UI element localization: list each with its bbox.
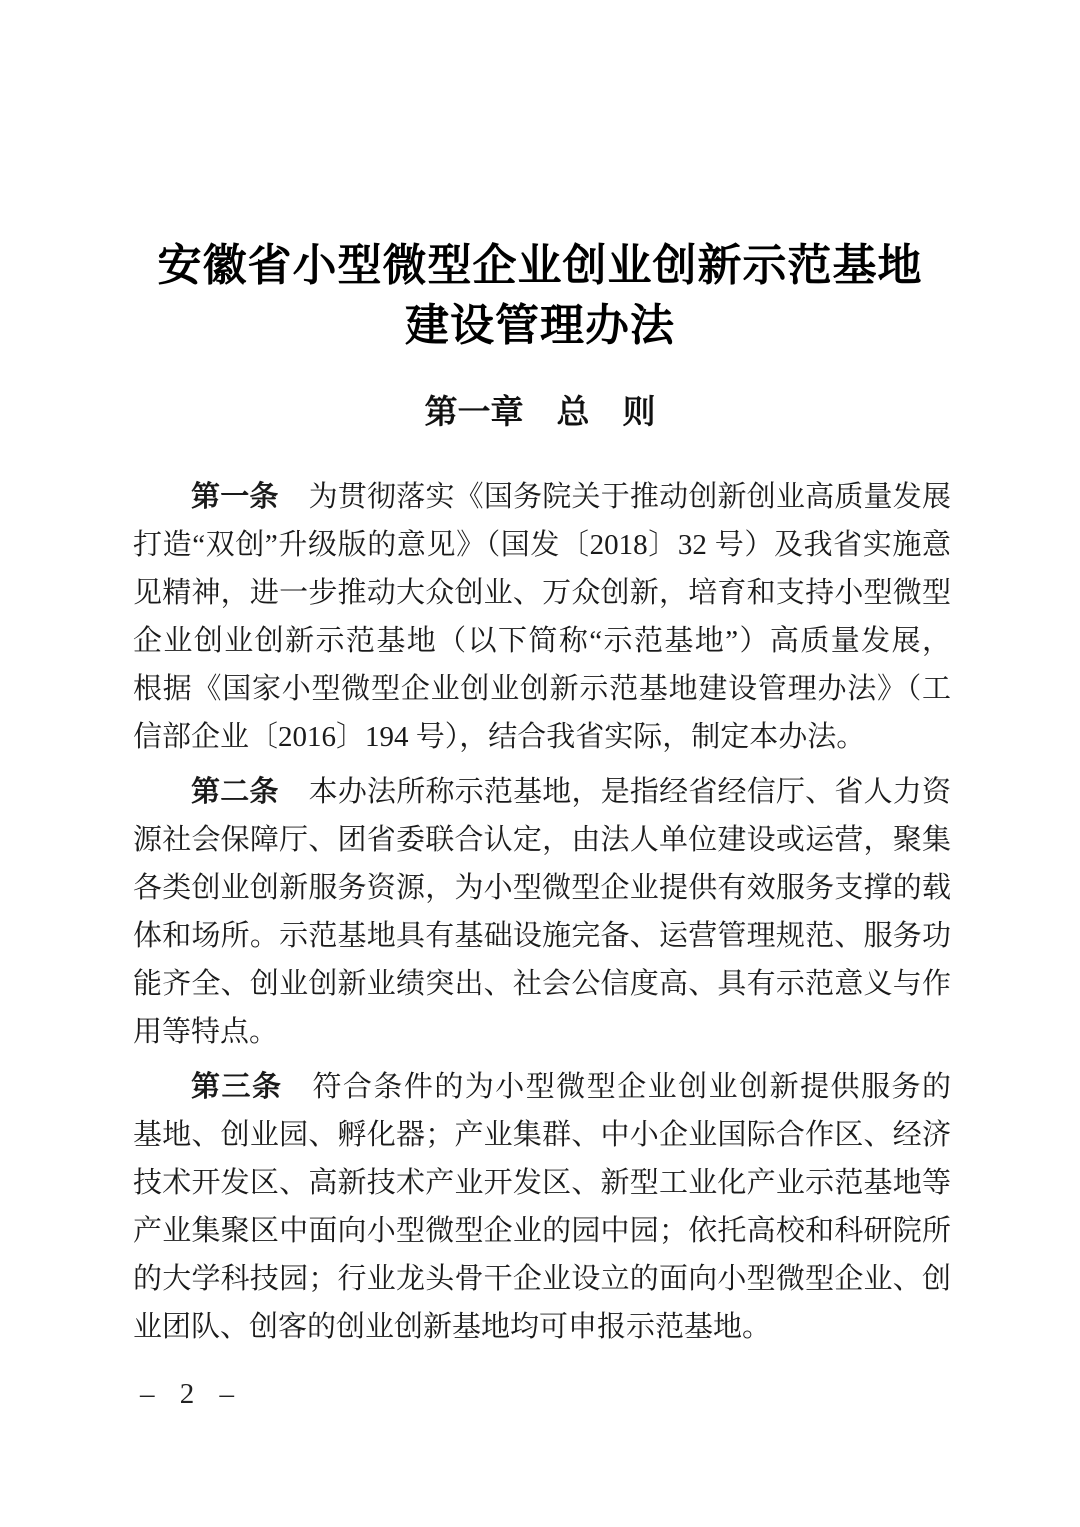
body-line: 见精神，进一步推动大众创业、万众创新，培育和支持小型微型 (133, 577, 951, 609)
document-title-line-1: 安徽省小型微型企业创业创新示范基地 (157, 241, 923, 290)
body-line: 能齐全、创业创新业绩突出、社会公信度高、具有示范意义与作 (133, 968, 951, 1000)
body-line: 第一条 为贯彻落实《国务院关于推动创新创业高质量发展 (191, 481, 951, 513)
document-title (0, 236, 1080, 356)
page-number: – 2 – (140, 1378, 236, 1410)
chapter-heading: 第一章 总 则 (424, 393, 656, 430)
body-line: 产业集聚区中面向小型微型企业的园中园；依托高校和科研院所 (133, 1215, 951, 1247)
body-line: 企业创业创新示范基地（以下简称“示范基地”）高质量发展， (133, 625, 951, 657)
body-line: 各类创业创新服务资源，为小型微型企业提供有效服务支撑的载 (133, 872, 951, 904)
article-number: 第一条 (191, 481, 279, 513)
body-line: 基地、创业园、孵化器；产业集群、中小企业国际合作区、经济 (133, 1119, 951, 1151)
body-line: 信部企业〔2016〕194 号），结合我省实际，制定本办法。 (133, 721, 866, 753)
body-line: 的大学科技园；行业龙头骨干企业设立的面向小型微型企业、创 (133, 1263, 951, 1295)
body-line: 第三条 符合条件的为小型微型企业创业创新提供服务的 (191, 1071, 951, 1103)
article-number: 第三条 (191, 1071, 283, 1103)
body-line: 源社会保障厅、团省委联合认定，由法人单位建设或运营，聚集 (133, 824, 951, 856)
body-line: 业团队、创客的创业创新基地均可申报示范基地。 (133, 1311, 772, 1343)
body-line: 体和场所。示范基地具有基础设施完备、运营管理规范、服务功 (133, 920, 951, 952)
document-body (133, 466, 951, 1351)
body-line: 打造“双创”升级版的意见》（国发〔2018〕32 号）及我省实施意 (133, 529, 951, 561)
article-number: 第二条 (191, 776, 279, 808)
body-line: 根据《国家小型微型企业创业创新示范基地建设管理办法》（工 (133, 673, 951, 705)
body-line: 用等特点。 (133, 1016, 279, 1048)
body-line: 技术开发区、高新技术产业开发区、新型工业化产业示范基地等 (133, 1167, 951, 1199)
document-title-line-2: 建设管理办法 (405, 301, 675, 350)
body-line: 第二条 本办法所称示范基地，是指经省经信厅、省人力资 (191, 776, 951, 808)
